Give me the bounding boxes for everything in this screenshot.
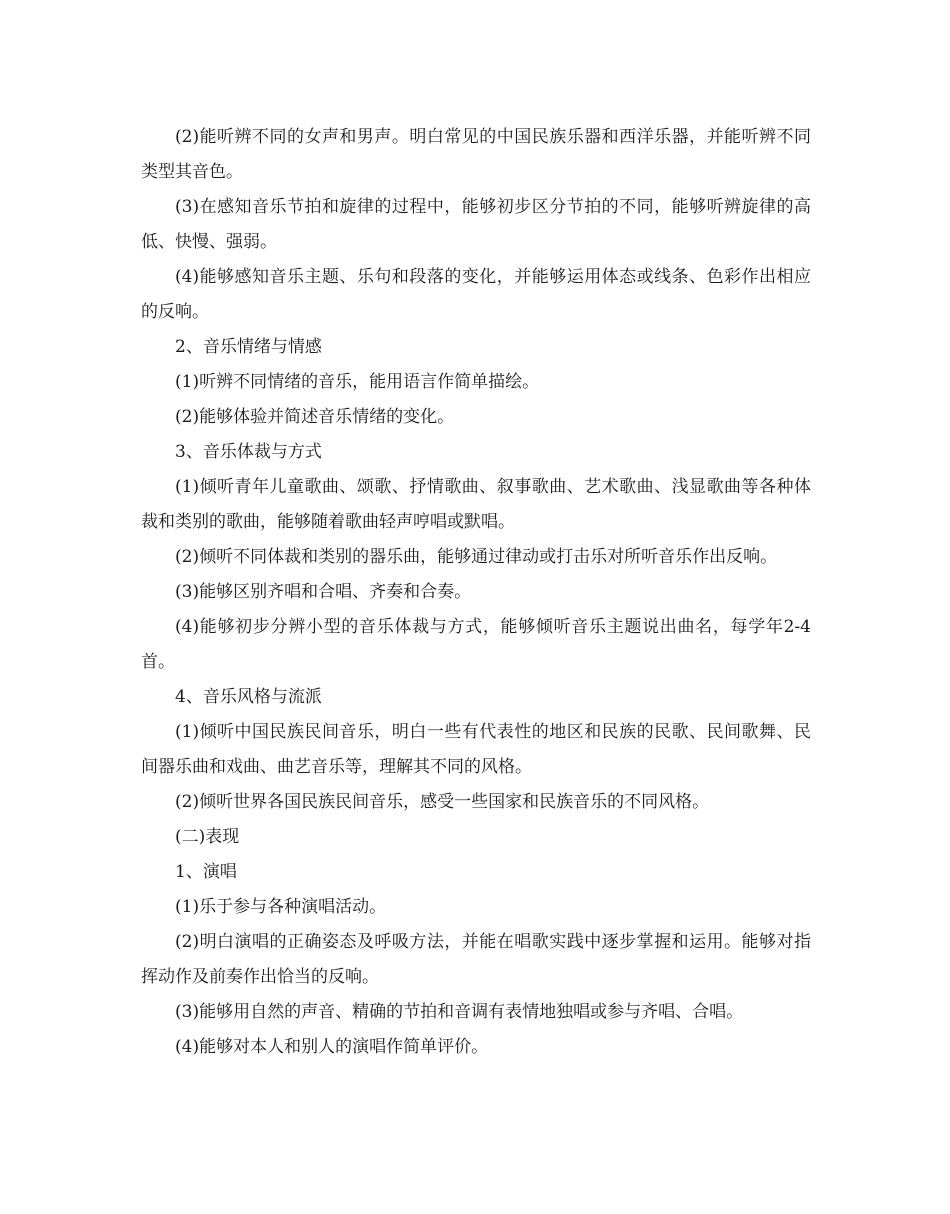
paragraph: (3)在感知音乐节拍和旋律的过程中，能够初步区分节拍的不同，能够听辨旋律的高低、快慢、强弱。 <box>141 197 811 252</box>
paragraph: (4)能够感知音乐主题、乐句和段落的变化，并能够运用体态或线条、色彩作出相应的反响。 <box>141 267 811 322</box>
paragraph: (1)乐于参与各种演唱活动。 <box>175 897 387 917</box>
section-heading: 2、音乐情绪与情感 <box>175 337 322 357</box>
chapter-heading: (二)表现 <box>175 827 240 847</box>
paragraph: (2)明白演唱的正确姿态及呼吸方法，并能在唱歌实践中逐步掌握和运用。能够对指挥动作及前奏作出恰当的反响。 <box>141 932 811 987</box>
section-heading: 1、演唱 <box>175 862 237 882</box>
section-heading: 3、音乐体裁与方式 <box>175 442 322 462</box>
paragraph: (1)倾听青年儿童歌曲、颂歌、抒情歌曲、叙事歌曲、艺术歌曲、浅显歌曲等各种体裁和类别的歌曲，能够随着歌曲轻声哼唱或默唱。 <box>141 477 811 532</box>
paragraph: (4)能够对本人和别人的演唱作简单评价。 <box>175 1037 489 1057</box>
paragraph: (2)能听辨不同的女声和男声。明白常见的中国民族乐器和西洋乐器，并能听辨不同类型其音色。 <box>141 127 811 182</box>
document-body <box>141 120 811 1065</box>
section-heading: 4、音乐风格与流派 <box>175 687 322 707</box>
paragraph: (2)能够体验并简述音乐情绪的变化。 <box>175 407 455 427</box>
paragraph: (2)倾听不同体裁和类别的器乐曲，能够通过律动或打击乐对所听音乐作出反响。 <box>175 547 778 567</box>
paragraph: (4)能够初步分辨小型的音乐体裁与方式，能够倾听音乐主题说出曲名，每学年2-4首。 <box>141 617 811 672</box>
paragraph: (1)倾听中国民族民间音乐，明白一些有代表性的地区和民族的民歌、民间歌舞、民间器乐曲和戏曲、曲艺音乐等，理解其不同的风格。 <box>141 722 811 777</box>
paragraph: (2)倾听世界各国民族民间音乐，感受一些国家和民族音乐的不同风格。 <box>175 792 710 812</box>
paragraph: (1)听辨不同情绪的音乐，能用语言作简单描绘。 <box>175 372 540 392</box>
paragraph: (3)能够用自然的声音、精确的节拍和音调有表情地独唱或参与齐唱、合唱。 <box>175 1002 744 1022</box>
paragraph: (3)能够区别齐唱和合唱、齐奏和合奏。 <box>175 582 472 602</box>
